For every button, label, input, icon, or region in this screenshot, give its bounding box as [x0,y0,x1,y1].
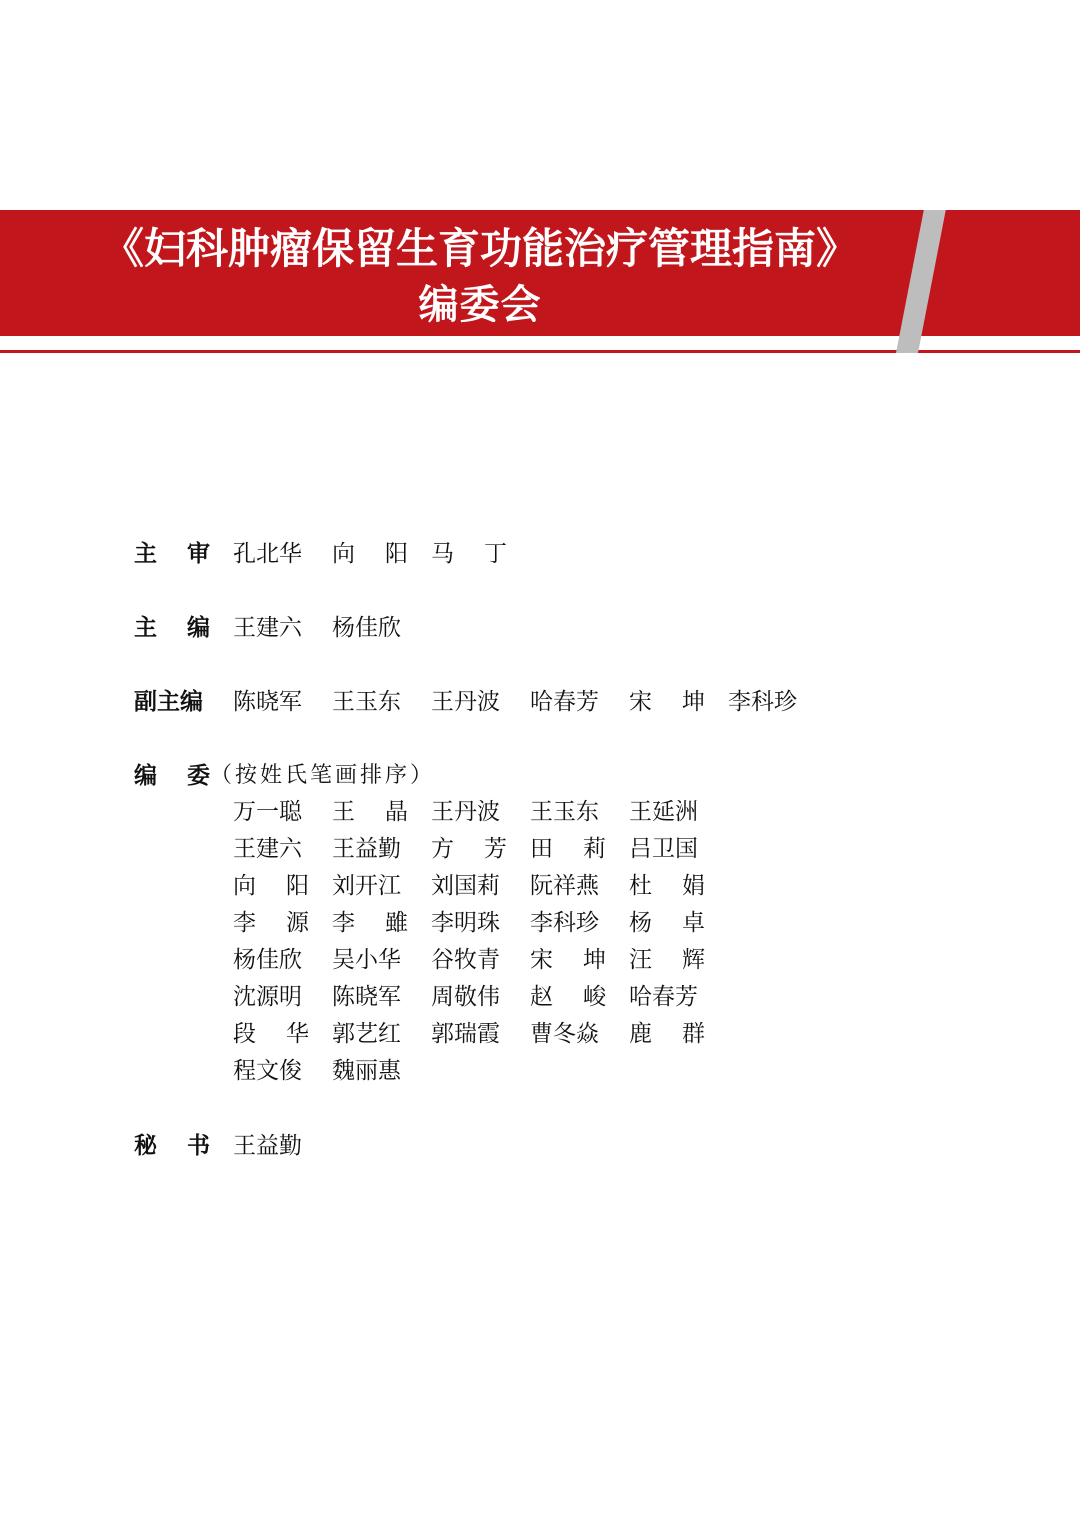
committee-names-row [233,905,728,942]
names-list [233,682,827,722]
person-name [629,942,705,979]
role-label-char: 主 [134,540,157,567]
role-label-committee [134,756,210,796]
person-name: 阮祥燕 [530,873,599,899]
person-name-char: 雖 [385,910,408,936]
person-name: 程文俊 [233,1058,302,1084]
person-name-char: 坤 [583,947,606,973]
role-label-deputy-editors: 副主编 [134,688,203,715]
person-name-char: 赵 [530,984,553,1010]
person-name: 吴小华 [332,947,401,973]
page-title-line1: 《妇科肿瘤保留生育功能治疗管理指南》 [101,224,858,273]
person-name-char: 鹿 [629,1021,652,1047]
person-name-char: 汪 [629,947,652,973]
committee-names-row [233,794,728,831]
person-name: 刘开江 [332,873,401,899]
person-name [332,534,408,574]
committee-names-row [233,1016,728,1053]
person-name: 魏丽惠 [332,1058,401,1084]
person-name: 王益勤 [233,1133,302,1159]
title-banner [0,210,1080,356]
names-list [233,608,431,648]
person-name: 王益勤 [332,836,401,862]
person-name [629,868,705,905]
person-name: 周敬伟 [431,984,500,1010]
committee-names-row [233,942,728,979]
editorial-roster [134,534,934,1200]
role-label-char: 委 [187,762,210,789]
person-name-char: 晶 [385,799,408,825]
person-name-char: 杨 [629,910,652,936]
person-name-char: 坤 [682,689,705,715]
person-name-char: 王 [332,799,355,825]
committee-sort-note: （按姓氏笔画排序） [210,763,436,788]
person-name-char: 阳 [286,873,309,899]
person-name [530,979,606,1016]
person-name [431,831,507,868]
person-name [530,942,606,979]
page-title-line2: 编委会 [418,282,542,328]
role-label-secretary [134,1126,210,1166]
person-name [332,905,408,942]
committee-names-row [233,831,728,868]
committee-names-row [233,868,728,905]
role-label-char: 主 [134,614,157,641]
person-name: 郭艺红 [332,1021,401,1047]
person-name [233,868,309,905]
person-name: 刘国莉 [431,873,500,899]
person-name [332,794,408,831]
person-name-char: 杜 [629,873,652,899]
page-title [0,224,960,330]
person-name: 杨佳欣 [233,947,302,973]
person-name: 孔北华 [233,541,302,567]
person-name-char: 华 [286,1021,309,1047]
person-name-char: 峻 [583,984,606,1010]
person-name-char: 娟 [682,873,705,899]
person-name-char: 群 [682,1021,705,1047]
person-name-char: 源 [286,910,309,936]
chief-editors-row [134,608,934,682]
person-name: 曹冬焱 [530,1021,599,1047]
person-name [629,682,705,722]
person-name [233,1016,309,1053]
role-label-char: 审 [187,540,210,567]
person-name: 王建六 [233,836,302,862]
role-label-char: 编 [187,614,210,641]
person-name: 哈春芳 [629,984,698,1010]
person-name-char: 马 [431,541,454,567]
person-name [233,905,309,942]
person-name: 吕卫国 [629,836,698,862]
person-name-char: 宋 [629,689,652,715]
person-name [629,905,705,942]
person-name-char: 向 [233,873,256,899]
person-name-char: 丁 [484,541,507,567]
person-name-char: 卓 [682,910,705,936]
person-name-char: 宋 [530,947,553,973]
names-list [233,534,530,574]
person-name-char: 段 [233,1021,256,1047]
deputy-editors-row [134,682,934,756]
names-list [233,1126,332,1166]
role-label-chief-reviewers [134,534,210,574]
role-label-chief-editors [134,608,210,648]
role-label-char: 秘 [134,1132,157,1159]
person-name: 李明珠 [431,910,500,936]
person-name-char: 李 [332,910,355,936]
person-name: 郭瑞霞 [431,1021,500,1047]
person-name-char: 阳 [385,541,408,567]
person-name: 谷牧青 [431,947,500,973]
person-name: 杨佳欣 [332,615,401,641]
person-name: 王丹波 [431,689,500,715]
person-name-char: 田 [530,836,553,862]
person-name-char: 李 [233,910,256,936]
person-name-char: 辉 [682,947,705,973]
person-name-char: 芳 [484,836,507,862]
person-name: 王建六 [233,615,302,641]
person-name: 陈晓军 [332,984,401,1010]
committee-section [134,756,934,1126]
person-name-char: 方 [431,836,454,862]
committee-names-row [233,1053,728,1090]
person-name [431,534,507,574]
person-name: 王玉东 [530,799,599,825]
person-name: 哈春芳 [530,689,599,715]
person-name: 沈源明 [233,984,302,1010]
person-name-char: 莉 [583,836,606,862]
person-name: 李科珍 [728,689,797,715]
chief-reviewers-row [134,534,934,608]
person-name: 万一聪 [233,799,302,825]
person-name: 陈晓军 [233,689,302,715]
person-name [629,1016,705,1053]
person-name [530,831,606,868]
person-name: 王丹波 [431,799,500,825]
committee-names-grid [233,794,728,1090]
secretary-row [134,1126,934,1200]
committee-names-row [233,979,728,1016]
person-name: 王玉东 [332,689,401,715]
person-name-char: 向 [332,541,355,567]
person-name: 李科珍 [530,910,599,936]
role-label-char: 编 [134,762,157,789]
person-name: 王延洲 [629,799,698,825]
role-label-char: 书 [187,1132,210,1159]
